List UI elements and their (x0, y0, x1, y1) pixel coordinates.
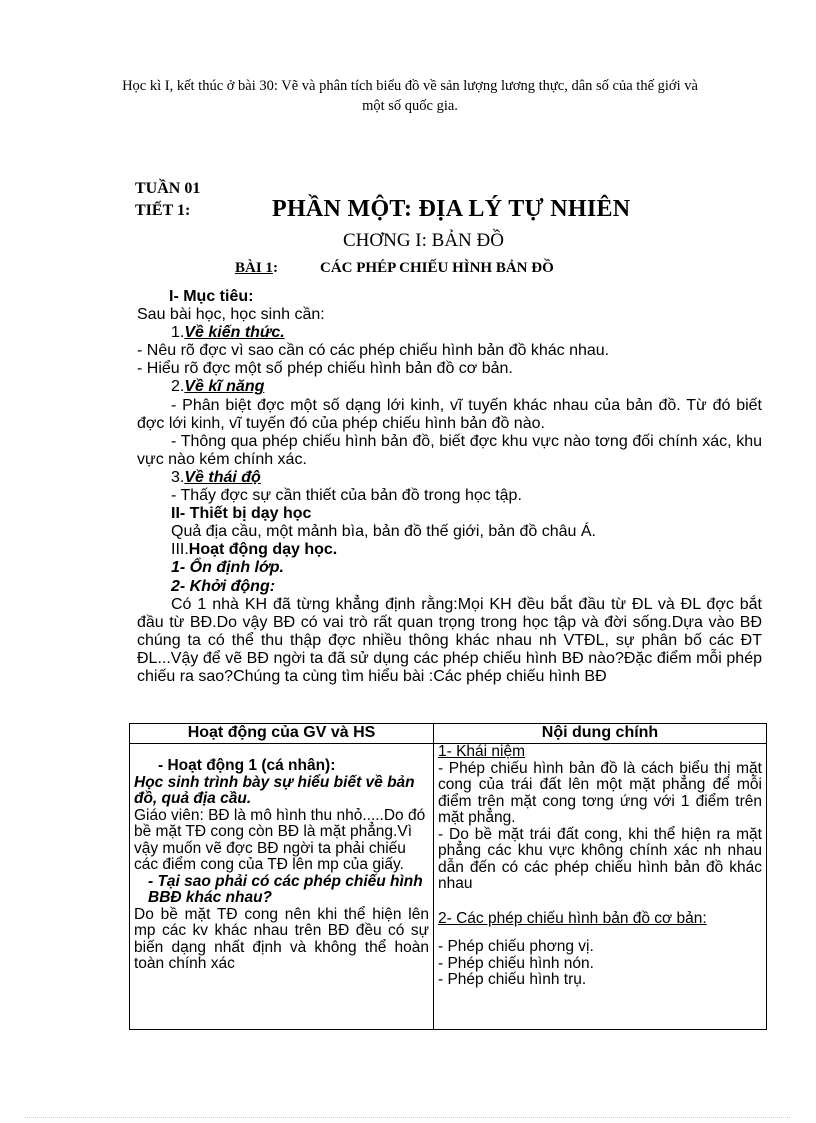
lesson-body (137, 288, 762, 686)
knowledge-number: 1. (171, 324, 185, 342)
activities-heading (137, 541, 762, 559)
attitude-item: - Thấy đợc sự cần thiết của bản đồ trong học tập. (171, 487, 522, 505)
intro-note: Học kì I, kết thúc ở bài 30: Vẽ và phân tích biểu đồ về sản lượng lương thực, dân số của thế giới và một số quốc gia. (122, 78, 698, 114)
table-header-activities: Hoạt động của GV và HS (130, 724, 434, 744)
knowledge-item: - Hiểu rõ đợc một số phép chiếu hình bản đồ cơ bản. (137, 360, 513, 378)
skills-heading (137, 378, 762, 396)
lesson-colon: : (272, 260, 278, 276)
skills-number: 2. (171, 378, 185, 396)
table-header-content: Nội dung chính (434, 724, 767, 744)
lesson-title: CÁC PHÉP CHIẾU HÌNH BẢN ĐỒ (320, 260, 554, 276)
attitude-heading (137, 469, 762, 487)
objectives-heading: I- Mục tiêu: (169, 288, 254, 305)
skills-label: Về kĩ năng (184, 378, 265, 396)
projection-item: - Phép chiếu phơng vị. (438, 938, 594, 955)
activities-cell (130, 744, 434, 1030)
week-label: TUẦN 01 (135, 180, 201, 197)
activities-number: III. (171, 541, 189, 559)
part-title: PHẦN MỘT: ĐỊA LÝ TỰ NHIÊN (272, 196, 631, 222)
warmup-heading: 2- Khởi động: (171, 577, 276, 595)
activity-question: - Tại sao phải có các phép chiếu hình BBĐ khác nhau? (148, 872, 423, 906)
objectives-intro: Sau bài học, học sinh cần: (137, 306, 325, 324)
content-cell (434, 744, 767, 1030)
attitude-number: 3. (171, 468, 185, 486)
projection-item: - Phép chiếu hình trụ. (438, 971, 587, 988)
equipment-heading: II- Thiết bị dạy học (171, 505, 312, 523)
knowledge-label: Về kiến thức. (184, 324, 285, 342)
activity-title: - Hoạt động 1 (cá nhân): (158, 757, 336, 774)
warmup-text: Có 1 nhà KH đã từng khẳng định rằng:Mọi KH đều bắt đầu từ ĐL và ĐL đợc bắt đầu từ BĐ.Do vậy BĐ có vai trò rất quan trọng trong học tập và đời sống.Dựa vào BĐ chúng ta có thể thu thập đợc nhiều thông khác nhau nh VTĐL, sự phân bố các ĐT ĐL...Vậy để vẽ BĐ ngời ta đã sử dụng các phép chiếu hình BĐ nào?Đặc điểm mỗi phép chiếu ra sao?Chúng ta cùng tìm hiểu bài :Các phép chiếu hình BĐ (137, 595, 762, 685)
activity-task: Học sinh trình bày sự hiểu biết về bản đồ, quả địa cầu. (134, 773, 415, 807)
concept-heading: 1- Khái niệm (438, 743, 526, 760)
attitude-label: Về thái độ (184, 468, 261, 486)
skills-item: - Phân biệt đợc một số dạng lới kinh, vĩ tuyến khác nhau của bản đồ. Từ đó biết đợc lới kinh, vĩ tuyến đó của phép chiếu hình bản đồ nào. (137, 396, 762, 432)
skills-item: - Thông qua phép chiếu hình bản đồ, biết đợc khu vực nào tơng đối chính xác, khu vực nào kém chính xác. (137, 432, 762, 468)
projections-heading: 2- Các phép chiếu hình bản đồ cơ bản: (438, 909, 707, 927)
projection-item: - Phép chiếu hình nón. (438, 954, 594, 972)
activities-label: Hoạt động dạy học. (188, 541, 338, 559)
lesson-number: BÀI 1 (235, 260, 273, 276)
knowledge-item: - Nêu rõ đợc vì sao cần có các phép chiếu hình bản đồ khác nhau. (137, 342, 610, 360)
knowledge-heading (137, 324, 762, 342)
chapter-title: CHƠNG I: BẢN ĐỒ (343, 230, 504, 251)
activity-answer: Do bề mặt TĐ cong nên khi thể hiện lên mp các kv khác nhau trên BĐ đều có sự biến dạng nhất định và không thể hoàn toàn chính xác (134, 905, 429, 972)
period-label: TIẾT 1: (135, 202, 191, 219)
lesson-label (235, 260, 278, 277)
concept-item: - Phép chiếu hình bản đồ là cách biểu thị mặt cong của trái đất lên một mặt phẳng để mỗi điểm trên mặt cong tơng ứng với 1 điểm trên mặt phẳng. (438, 759, 762, 826)
activity-teacher: Giáo viên: BĐ là mô hình thu nhỏ.....Do đó bề mặt TĐ cong còn BĐ là mặt phẳng.Vì vậy muốn vẽ đợc BĐ ngời ta phải chiếu các điểm cong của TĐ lên mp của giấy. (134, 806, 426, 873)
page-bottom-rule (25, 1117, 790, 1118)
lesson-table (129, 723, 767, 1030)
class-stabilize: 1- Ổn định lớp. (171, 559, 284, 577)
equipment-text: Quả địa cầu, một mảnh bìa, bản đồ thế giới, bản đồ châu Á. (171, 523, 596, 541)
concept-item: - Do bề mặt trái đất cong, khi thể hiện ra mặt phẳng các khu vực không chính xác nh nhau dẫn đến có các phép chiếu hình bản đồ khác nhau (438, 825, 762, 892)
